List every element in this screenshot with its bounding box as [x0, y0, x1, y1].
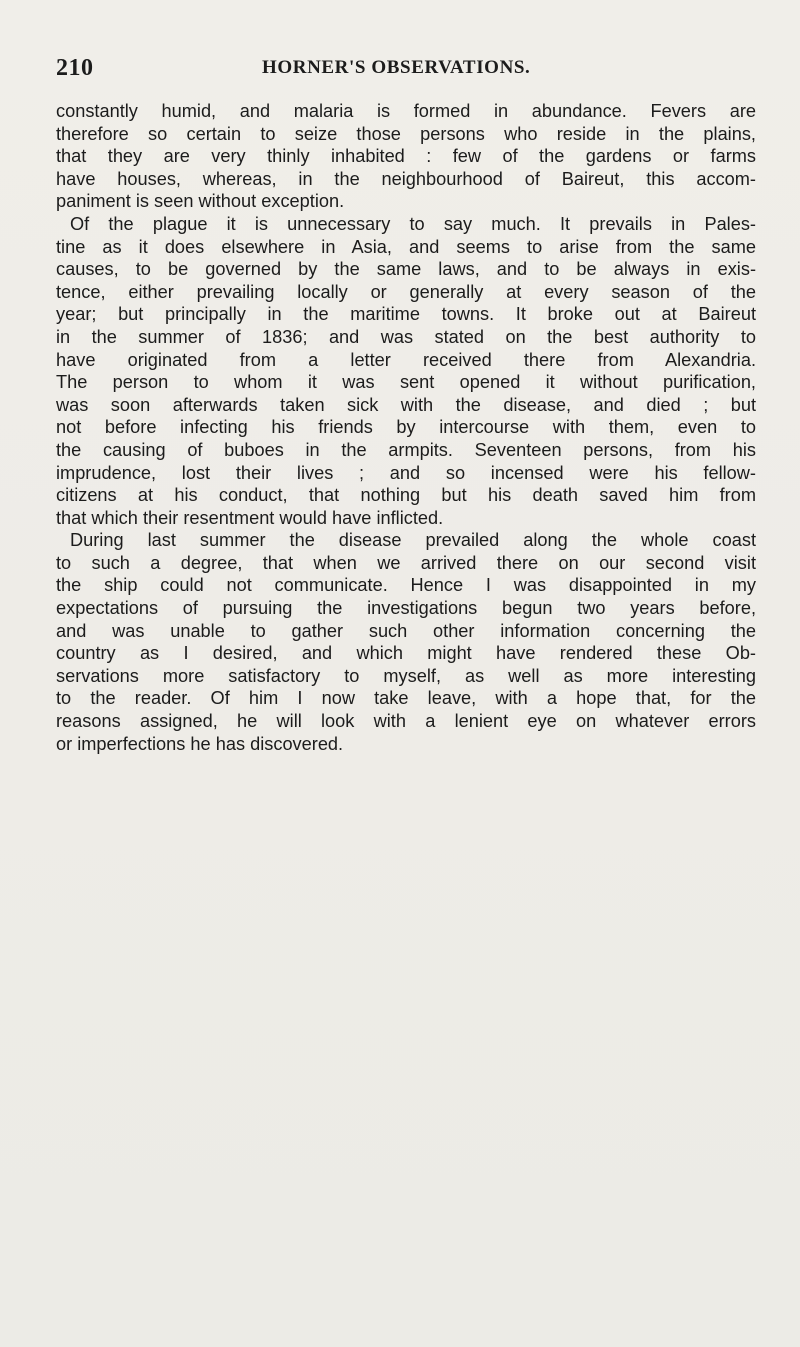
- text-line: imprudence, lost their lives ; and so incensed were his fellow-: [56, 462, 756, 483]
- page-number: 210: [56, 55, 94, 81]
- text-line: that which their resentment would have inflicted.: [56, 507, 444, 528]
- text-line: constantly humid, and malaria is formed in abundance. Fevers are: [56, 101, 756, 121]
- running-title: HORNER'S OBSERVATIONS.: [262, 57, 531, 78]
- text-line: During last summer the disease prevailed along the whole coast: [70, 530, 756, 551]
- text-line: reasons assigned, he will look with a lenient eye on whatever errors: [56, 711, 756, 732]
- text-line: tine as it does elsewhere in Asia, and seems to arise from the same: [56, 236, 756, 257]
- text-line: causes, to be governed by the same laws, and to be always in exis-: [56, 259, 756, 280]
- text-line: have originated from a letter received there from Alexandria.: [56, 349, 756, 370]
- text-line: that they are very thinly inhabited : few of the gardens or farms: [56, 146, 756, 167]
- text-line: citizens at his conduct, that nothing but his death saved him from: [56, 485, 756, 506]
- text-line: Of the plague it is unnecessary to say much. It prevails in Pales-: [70, 213, 756, 234]
- text-line: have houses, whereas, in the neighbourhood of Baireut, this accom-: [56, 168, 756, 189]
- text-line: year; but principally in the maritime towns. It broke out at Baireut: [56, 304, 756, 325]
- text-line: The person to whom it was sent opened it without purification,: [56, 372, 756, 393]
- text-line: not before infecting his friends by intercourse with them, even to: [56, 417, 756, 438]
- text-line: tence, either prevailing locally or generally at every season of the: [56, 281, 756, 302]
- text-line: therefore so certain to seize those persons who reside in the plains,: [56, 123, 756, 144]
- text-line: expectations of pursuing the investigations begun two years before,: [56, 598, 756, 619]
- text-line: country as I desired, and which might have rendered these Ob-: [56, 643, 756, 664]
- text-line: to such a degree, that when we arrived there on our second visit: [56, 552, 756, 573]
- text-line: in the summer of 1836; and was stated on the best authority to: [56, 326, 756, 347]
- body-text: [56, 100, 756, 755]
- text-line: to the reader. Of him I now take leave, with a hope that, for the: [56, 688, 756, 709]
- text-line: the ship could not communicate. Hence I was disappointed in my: [56, 575, 756, 596]
- text-line: servations more satisfactory to myself, as well as more interesting: [56, 665, 756, 686]
- text-line: or imperfections he has discovered.: [56, 733, 344, 754]
- text-line: the causing of buboes in the armpits. Seventeen persons, from his: [56, 439, 756, 460]
- text-line: was soon afterwards taken sick with the disease, and died ; but: [56, 394, 756, 415]
- text-line: paniment is seen without exception.: [56, 191, 345, 212]
- text-line: and was unable to gather such other information concerning the: [56, 620, 756, 641]
- running-head: [50, 55, 750, 83]
